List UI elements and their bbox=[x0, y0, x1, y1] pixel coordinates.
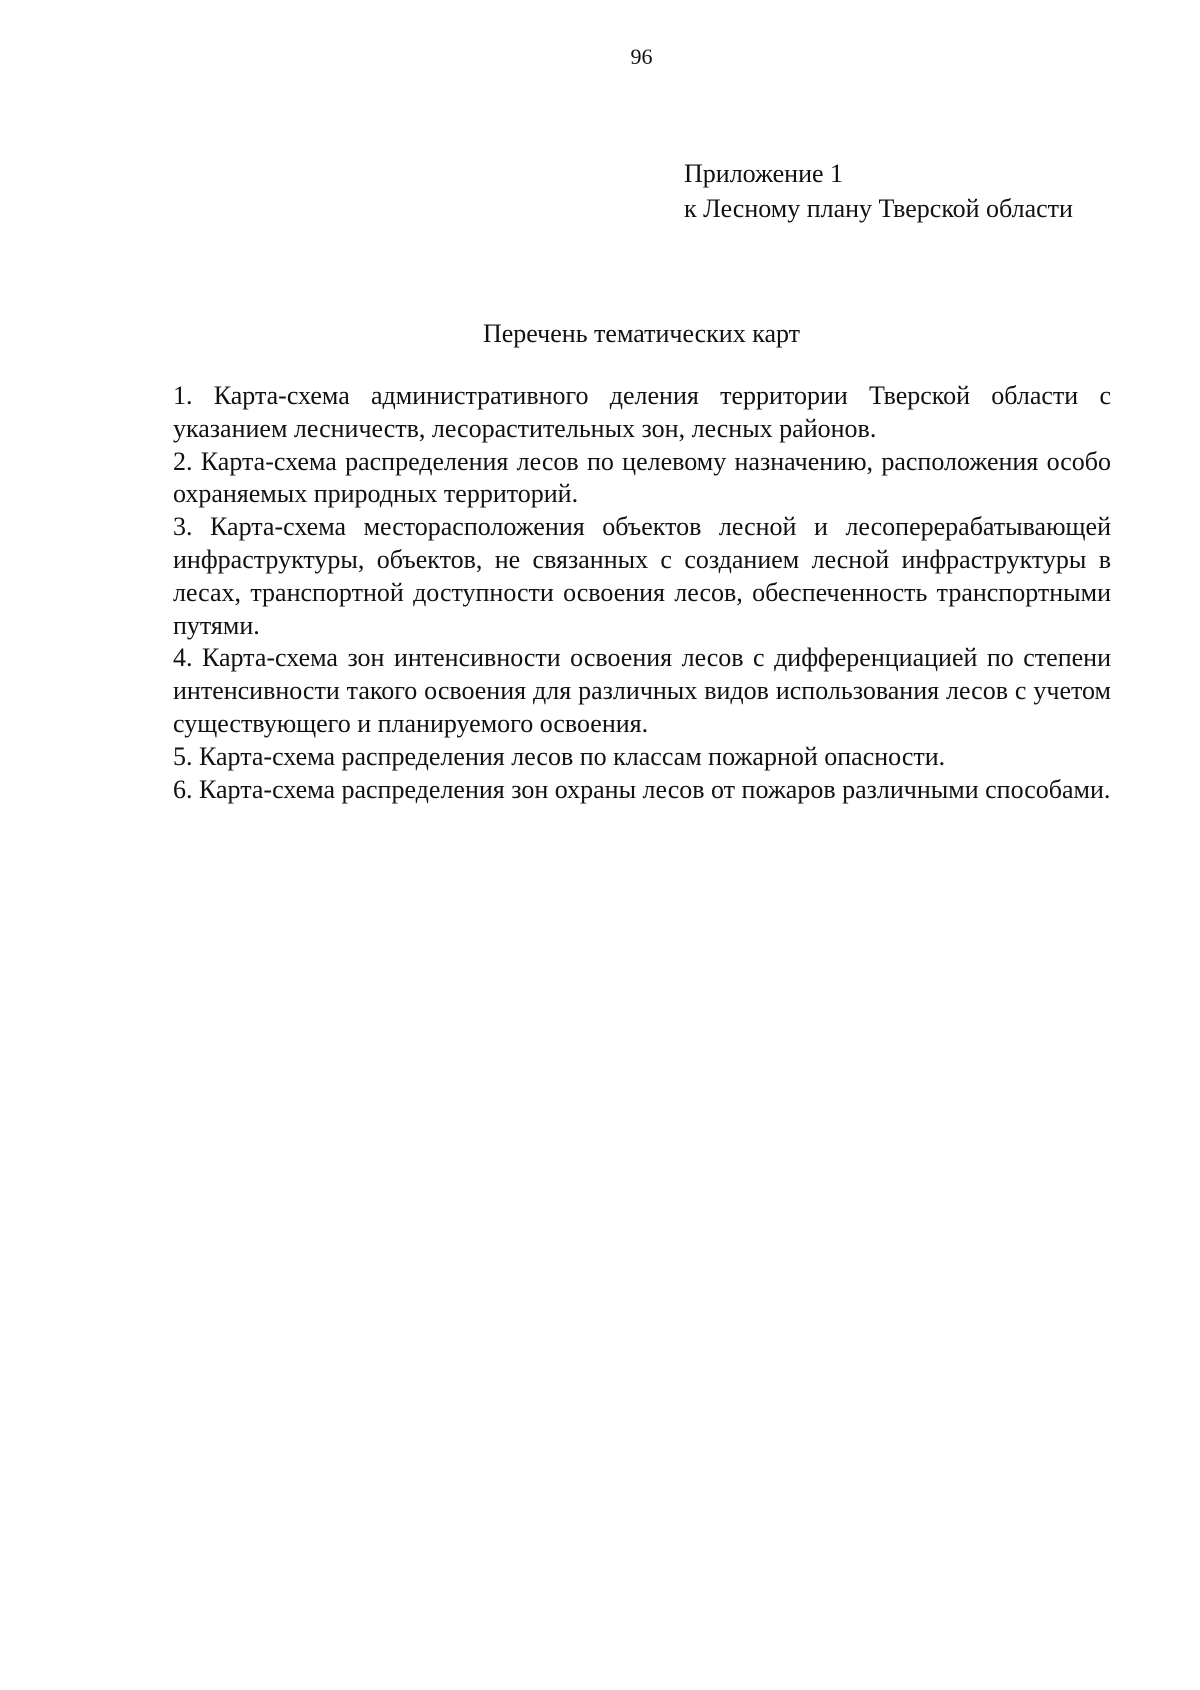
list-item: 1. Карта-схема административного деления территории Тверской области с указанием лесничеств, лесорастительных зон, лесных районов. bbox=[173, 381, 1111, 443]
list-item: 4. Карта-схема зон интенсивности освоения лесов с дифференциацией по степени интенсивности такого освоения для различных видов использования лесов с учетом существующего и планируемого освоения. bbox=[173, 643, 1111, 738]
appendix-block bbox=[684, 156, 1073, 226]
list-item: 3. Карта-схема месторасположения объектов лесной и лесоперерабатывающей инфраструктуры, объектов, не связанных с созданием лесной инфраструктуры в лесах, транспортной доступности освоения лесов, обеспеченность транспортными путями. bbox=[173, 512, 1111, 640]
appendix-label: Приложение 1 bbox=[684, 159, 844, 188]
list-item: 5. Карта-схема распределения лесов по классам пожарной опасности. bbox=[173, 741, 946, 771]
map-list bbox=[173, 380, 1111, 806]
list-item: 2. Карта-схема распределения лесов по целевому назначению, расположения особо охраняемых природных территорий. bbox=[173, 446, 1111, 509]
list-item: 6. Карта-схема распределения зон охраны лесов от пожаров различными способами. bbox=[173, 774, 1111, 804]
list-title: Перечень тематических карт bbox=[482, 319, 801, 348]
page-number: 96 bbox=[630, 44, 653, 69]
appendix-reference: к Лесному плану Тверской области bbox=[684, 194, 1073, 223]
